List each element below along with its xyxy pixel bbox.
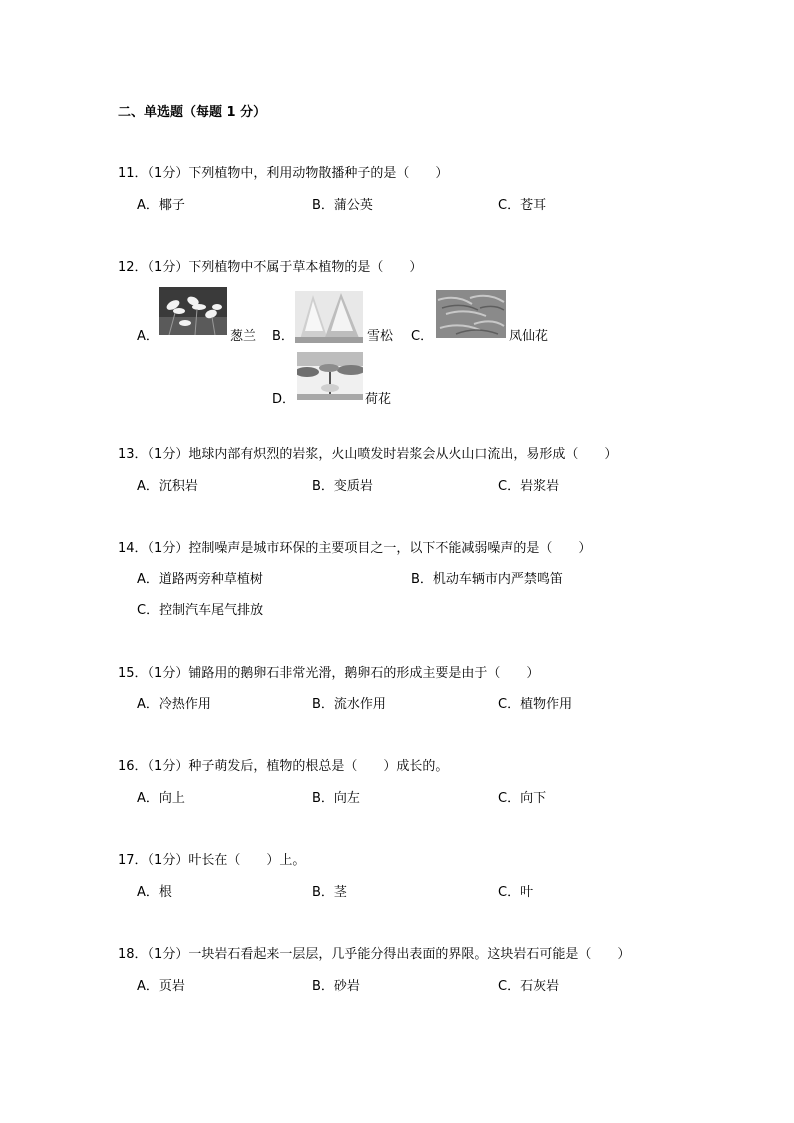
option-c[interactable]: C．岩浆岩 — [498, 479, 560, 494]
option-a[interactable]: A．道路两旁种草植树 — [137, 572, 263, 587]
question-stem: 13．（1分）地球内部有炽烈的岩浆，火山喷发时岩浆会从火山口流出，易形成（ ） — [118, 447, 618, 462]
balsam-photo — [436, 290, 506, 338]
option-a[interactable]: A．根 — [137, 885, 172, 900]
question-stem: 16．（1分）种子萌发后，植物的根总是（ ）成长的。 — [118, 759, 449, 774]
option-a[interactable]: A．向上 — [137, 791, 185, 806]
question-stem: 17．（1分）叶长在（ ）上。 — [118, 853, 306, 868]
option-letter: B． — [272, 329, 294, 344]
question-stem: 12．（1分）下列植物中不属于草本植物的是（ ） — [118, 260, 423, 275]
option-b[interactable]: B．机动车辆市内严禁鸣笛 — [411, 572, 563, 587]
cedar-photo — [295, 291, 363, 343]
option-c[interactable]: C．向下 — [498, 791, 547, 806]
question-stem: 15．（1分）铺路用的鹅卵石非常光滑，鹅卵石的形成主要是由于（ ） — [118, 666, 540, 681]
option-a[interactable]: A．页岩 — [137, 979, 185, 994]
option-b[interactable]: B．变质岩 — [312, 479, 373, 494]
option-a[interactable]: A．冷热作用 — [137, 697, 211, 712]
option-name: 凤仙花 — [509, 329, 549, 344]
option-c[interactable]: C．叶 — [498, 885, 534, 900]
option-b[interactable]: B．蒲公英 — [312, 198, 373, 213]
option-b[interactable]: B．砂岩 — [312, 979, 360, 994]
option-c[interactable]: C．石灰岩 — [498, 979, 560, 994]
option-b[interactable]: B．茎 — [312, 885, 347, 900]
option-c[interactable]: C．植物作用 — [498, 697, 573, 712]
option-a[interactable]: A．沉积岩 — [137, 479, 198, 494]
option-b[interactable]: B．流水作用 — [312, 697, 386, 712]
question-stem: 18．（1分）一块岩石看起来一层层，几乎能分得出表面的界限。这块岩石可能是（ ） — [118, 947, 631, 962]
option-letter: D． — [272, 392, 296, 407]
option-c[interactable]: C．苍耳 — [498, 198, 547, 213]
lotus-photo — [297, 352, 363, 400]
option-letter: C． — [411, 329, 434, 344]
option-c[interactable]: C．控制汽车尾气排放 — [137, 603, 264, 618]
option-name: 雪松 — [367, 329, 394, 344]
option-name: 葱兰 — [230, 329, 257, 344]
option-a[interactable]: A．椰子 — [137, 198, 185, 213]
question-stem: 11．（1分）下列植物中，利用动物散播种子的是（ ） — [118, 166, 449, 181]
option-name: 荷花 — [365, 392, 392, 407]
option-letter: A． — [137, 329, 159, 344]
option-b[interactable]: B．向左 — [312, 791, 360, 806]
zephyranthes-photo — [159, 287, 227, 335]
section-title: 二、单选题（每题 1 分） — [118, 105, 267, 120]
question-stem: 14．（1分）控制噪声是城市环保的主要项目之一，以下不能减弱噪声的是（ ） — [118, 541, 592, 556]
